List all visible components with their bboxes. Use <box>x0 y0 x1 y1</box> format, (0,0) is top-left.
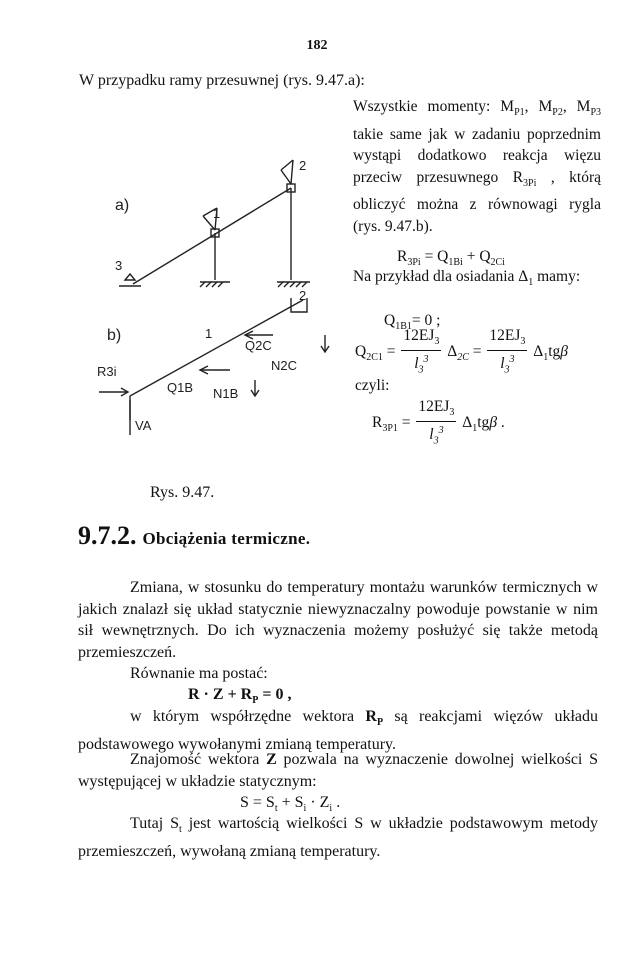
node-3-a: 3 <box>115 258 123 273</box>
q1b1-equation: $Q_{1B1}= 0$ ; <box>384 312 441 333</box>
frame-figure <box>95 130 335 470</box>
label-b: b) <box>107 327 122 344</box>
moments-paragraph: Wszystkie momenty: $M_{P1}$, $M_{P2}$, $M_{P3}$ takie same jak w zadaniu poprzednim wystąpi dodatkowo reakcja więzu przeciw przesuwnego $R_{3Pi}$ , którą obliczyć można z równowagi rygla (rys. 9.47.b). <box>353 98 601 235</box>
figure-caption: Rys. 9.47. <box>150 484 215 501</box>
force-q1b: Q1B <box>167 380 194 395</box>
page-number: 182 <box>306 38 328 53</box>
force-n2c: N2C <box>271 358 298 373</box>
body-paragraph-3: w którym współrzędne wektora $R_P$ są reakcjami więzów układu podstawowego wywołanymi zmianą temperatury. <box>78 708 598 753</box>
equation-s: $S = S_t + S_i \cdot Z_i$ . <box>240 794 341 815</box>
node-1-a: 1 <box>213 206 221 221</box>
reaction-equation: $R_{3Pi} = Q_{1Bi} + Q_{2Ci}$ <box>397 248 505 269</box>
node-2-a: 2 <box>299 158 307 173</box>
intro-text: W przypadku ramy przesuwnej (rys. 9.47.a): <box>79 72 365 89</box>
body-paragraph-5: Tutaj $S_t$ jest wartością wielkości S w układzie podstawowym metody przemieszczeń, wywołaną zmianą temperatury. <box>78 815 598 860</box>
force-r3i: R3i <box>97 364 117 379</box>
node-2-b: 2 <box>299 288 307 303</box>
force-va: VA <box>135 418 152 433</box>
force-n1b: N1B <box>213 386 239 401</box>
r3p1-equation: $R_{3P1}$ = $\frac{12EJ_3}{l_3^3}$ $\Delta_1tg\beta$ . <box>372 398 505 447</box>
czyli-label: czyli: <box>355 377 390 394</box>
label-a: a) <box>115 197 130 214</box>
body-paragraph-1: Zmiana, w stosunku do temperatury montażu warunków termicznych w jakich znalazł się układ statycznie niewyznaczalny powoduje powstanie w nim sił wewnętrznych. Do ich wyznaczenia możemy posłużyć się także metodą przemieszczeń. <box>78 579 598 661</box>
section-title: Obciążenia termiczne. <box>142 529 311 548</box>
q2c1-equation: $Q_{2C1}$ = $\frac{12EJ_3}{l_3^3}$ $\Delta_{2C}$ = $\frac{12EJ_3}{l_3^3}$ $\Delta_1tg\beta$ <box>355 327 569 376</box>
example-paragraph: Na przykład dla osiadania $\Delta_1$ mamy: <box>353 268 581 289</box>
body-paragraph-2: Równanie ma postać: <box>130 665 268 682</box>
beam-line-b <box>130 300 303 396</box>
section-number: 9.7.2. <box>78 521 137 550</box>
section-heading <box>78 521 310 551</box>
force-q2c: Q2C <box>245 338 272 353</box>
equation-main: $R \cdot Z + R_P = 0$ , <box>188 686 292 707</box>
beam-line-a <box>133 188 291 284</box>
body-paragraph-4: Znajomość wektora Z pozwala na wyznaczenie dowolnej wielkości S występującej w układzie statycznym: <box>78 751 599 790</box>
node-1-b: 1 <box>205 326 213 341</box>
